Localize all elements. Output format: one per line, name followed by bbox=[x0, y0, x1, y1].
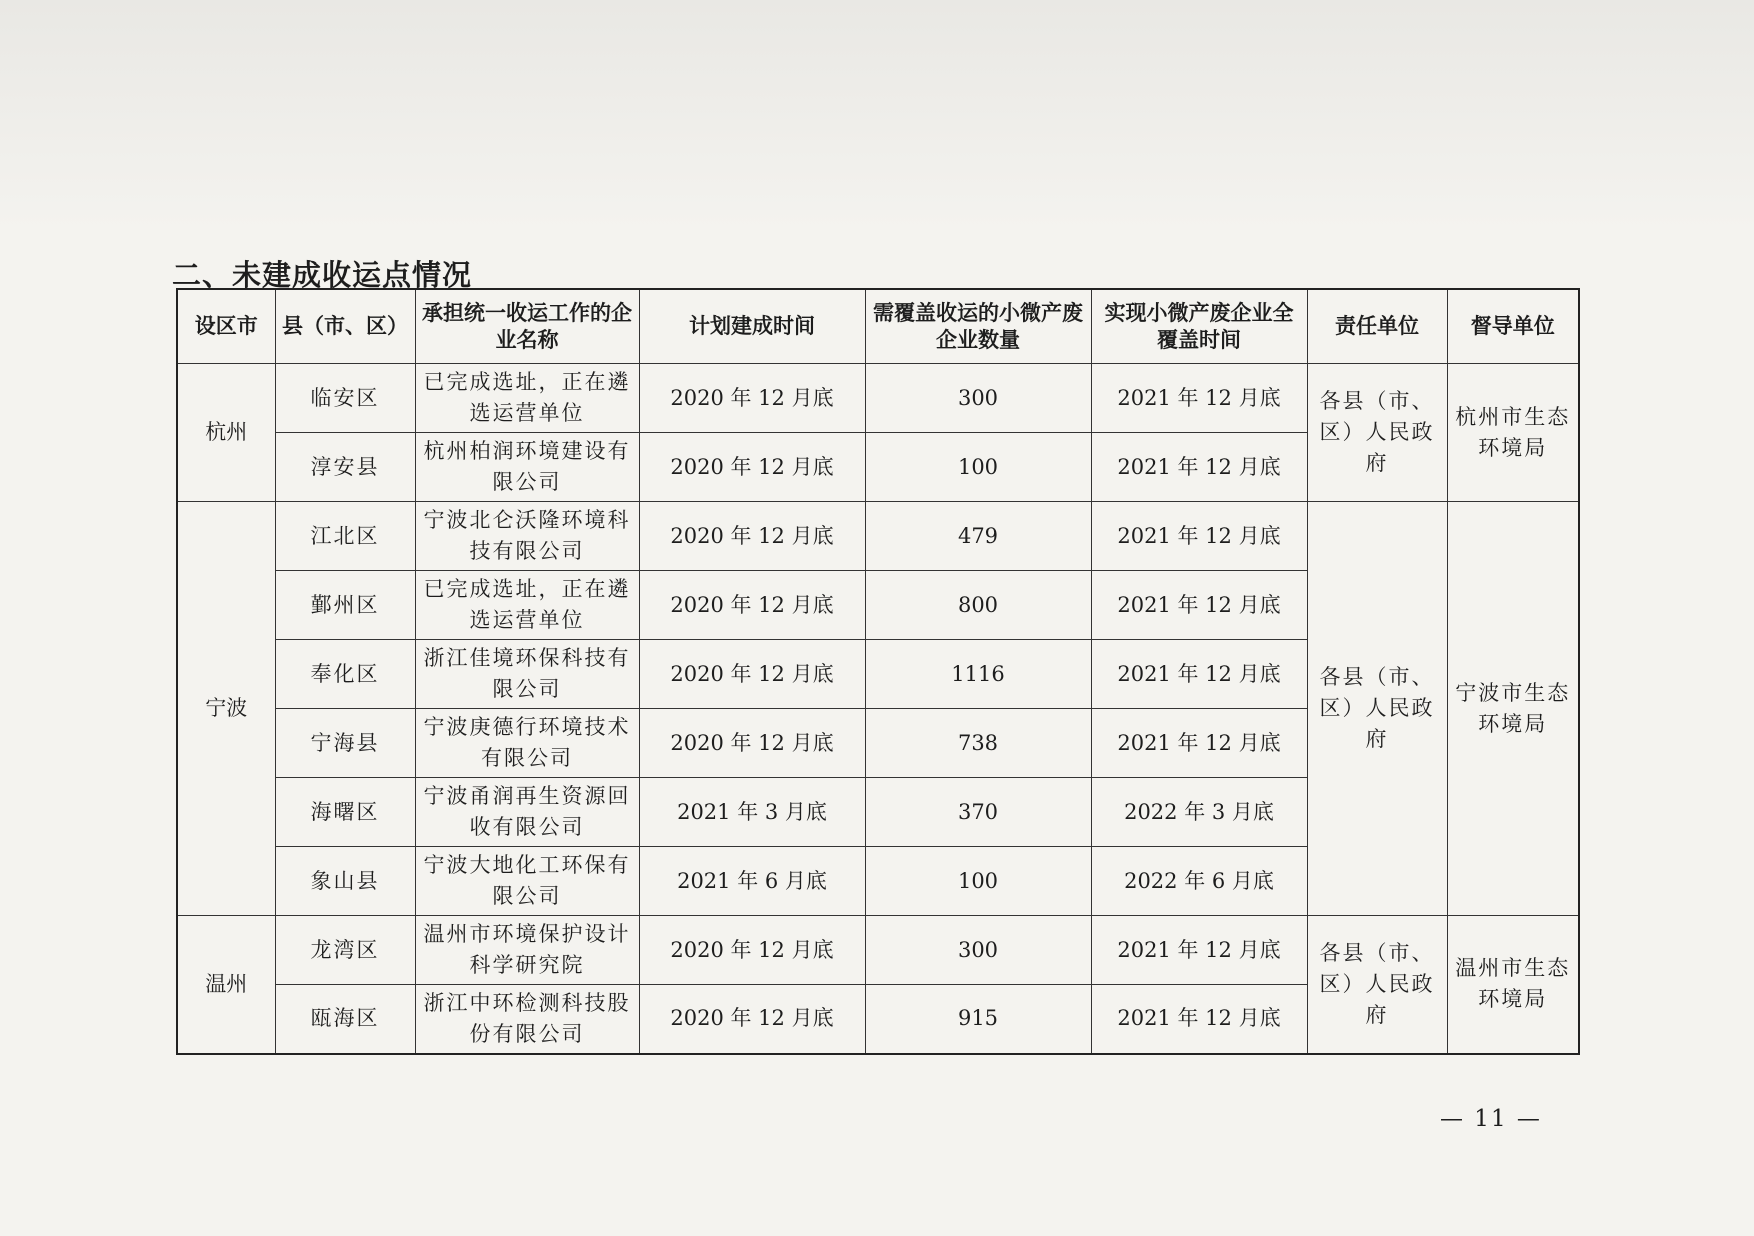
supervisor-unit-cell: 杭州市生态环境局 bbox=[1447, 364, 1579, 502]
supervisor-unit-cell: 宁波市生态环境局 bbox=[1447, 502, 1579, 916]
responsible-unit-cell: 各县（市、区）人民政府 bbox=[1307, 502, 1447, 916]
county-cell: 淳安县 bbox=[275, 433, 415, 502]
company-cell: 宁波大地化工环保有限公司 bbox=[415, 847, 639, 916]
plan-time-cell: 2020 年 12 月底 bbox=[639, 916, 865, 985]
header-row bbox=[177, 289, 1579, 364]
header-plan-time: 计划建成时间 bbox=[639, 289, 865, 364]
county-cell: 瓯海区 bbox=[275, 985, 415, 1054]
header-coverage-time: 实现小微产废企业全覆盖时间 bbox=[1091, 289, 1307, 364]
header-responsible-unit: 责任单位 bbox=[1307, 289, 1447, 364]
count-cell: 100 bbox=[865, 847, 1091, 916]
city-cell: 温州 bbox=[177, 916, 275, 1054]
table-row bbox=[177, 502, 1579, 571]
table-row bbox=[177, 916, 1579, 985]
company-cell: 宁波北仑沃隆环境科技有限公司 bbox=[415, 502, 639, 571]
responsible-unit-cell: 各县（市、区）人民政府 bbox=[1307, 916, 1447, 1054]
city-cell: 宁波 bbox=[177, 502, 275, 916]
count-cell: 1116 bbox=[865, 640, 1091, 709]
county-cell: 龙湾区 bbox=[275, 916, 415, 985]
count-cell: 738 bbox=[865, 709, 1091, 778]
city-cell: 杭州 bbox=[177, 364, 275, 502]
section-title: 二、未建成收运点情况 bbox=[172, 258, 473, 292]
company-cell: 温州市环境保护设计科学研究院 bbox=[415, 916, 639, 985]
coverage-time-cell: 2021 年 12 月底 bbox=[1091, 640, 1307, 709]
count-cell: 370 bbox=[865, 778, 1091, 847]
plan-time-cell: 2020 年 12 月底 bbox=[639, 433, 865, 502]
county-cell: 江北区 bbox=[275, 502, 415, 571]
count-cell: 100 bbox=[865, 433, 1091, 502]
count-cell: 300 bbox=[865, 916, 1091, 985]
header-supervisor-unit: 督导单位 bbox=[1447, 289, 1579, 364]
county-cell: 宁海县 bbox=[275, 709, 415, 778]
coverage-time-cell: 2021 年 12 月底 bbox=[1091, 916, 1307, 985]
company-cell: 浙江佳境环保科技有限公司 bbox=[415, 640, 639, 709]
page-number: — 11 — bbox=[1440, 1106, 1542, 1132]
county-cell: 海曙区 bbox=[275, 778, 415, 847]
coverage-time-cell: 2022 年 3 月底 bbox=[1091, 778, 1307, 847]
coverage-time-cell: 2022 年 6 月底 bbox=[1091, 847, 1307, 916]
plan-time-cell: 2021 年 3 月底 bbox=[639, 778, 865, 847]
plan-time-cell: 2020 年 12 月底 bbox=[639, 640, 865, 709]
table-row bbox=[177, 364, 1579, 433]
header-company: 承担统一收运工作的企业名称 bbox=[415, 289, 639, 364]
header-enterprise-count: 需覆盖收运的小微产废企业数量 bbox=[865, 289, 1091, 364]
coverage-time-cell: 2021 年 12 月底 bbox=[1091, 364, 1307, 433]
page-background-shade bbox=[0, 0, 1754, 230]
count-cell: 915 bbox=[865, 985, 1091, 1054]
coverage-time-cell: 2021 年 12 月底 bbox=[1091, 571, 1307, 640]
county-cell: 象山县 bbox=[275, 847, 415, 916]
coverage-time-cell: 2021 年 12 月底 bbox=[1091, 709, 1307, 778]
plan-time-cell: 2020 年 12 月底 bbox=[639, 571, 865, 640]
company-cell: 浙江中环检测科技股份有限公司 bbox=[415, 985, 639, 1054]
plan-time-cell: 2021 年 6 月底 bbox=[639, 847, 865, 916]
coverage-time-cell: 2021 年 12 月底 bbox=[1091, 502, 1307, 571]
plan-time-cell: 2020 年 12 月底 bbox=[639, 985, 865, 1054]
header-city: 设区市 bbox=[177, 289, 275, 364]
company-cell: 宁波庚德行环境技术有限公司 bbox=[415, 709, 639, 778]
county-cell: 鄞州区 bbox=[275, 571, 415, 640]
company-cell: 杭州柏润环境建设有限公司 bbox=[415, 433, 639, 502]
plan-time-cell: 2020 年 12 月底 bbox=[639, 502, 865, 571]
count-cell: 800 bbox=[865, 571, 1091, 640]
coverage-time-cell: 2021 年 12 月底 bbox=[1091, 433, 1307, 502]
count-cell: 479 bbox=[865, 502, 1091, 571]
plan-time-cell: 2020 年 12 月底 bbox=[639, 709, 865, 778]
supervisor-unit-cell: 温州市生态环境局 bbox=[1447, 916, 1579, 1054]
company-cell: 已完成选址，正在遴选运营单位 bbox=[415, 571, 639, 640]
county-cell: 奉化区 bbox=[275, 640, 415, 709]
county-cell: 临安区 bbox=[275, 364, 415, 433]
collection-points-table bbox=[176, 288, 1580, 1055]
responsible-unit-cell: 各县（市、区）人民政府 bbox=[1307, 364, 1447, 502]
coverage-time-cell: 2021 年 12 月底 bbox=[1091, 985, 1307, 1054]
company-cell: 已完成选址，正在遴选运营单位 bbox=[415, 364, 639, 433]
plan-time-cell: 2020 年 12 月底 bbox=[639, 364, 865, 433]
header-county: 县（市、区） bbox=[275, 289, 415, 364]
company-cell: 宁波甬润再生资源回收有限公司 bbox=[415, 778, 639, 847]
count-cell: 300 bbox=[865, 364, 1091, 433]
